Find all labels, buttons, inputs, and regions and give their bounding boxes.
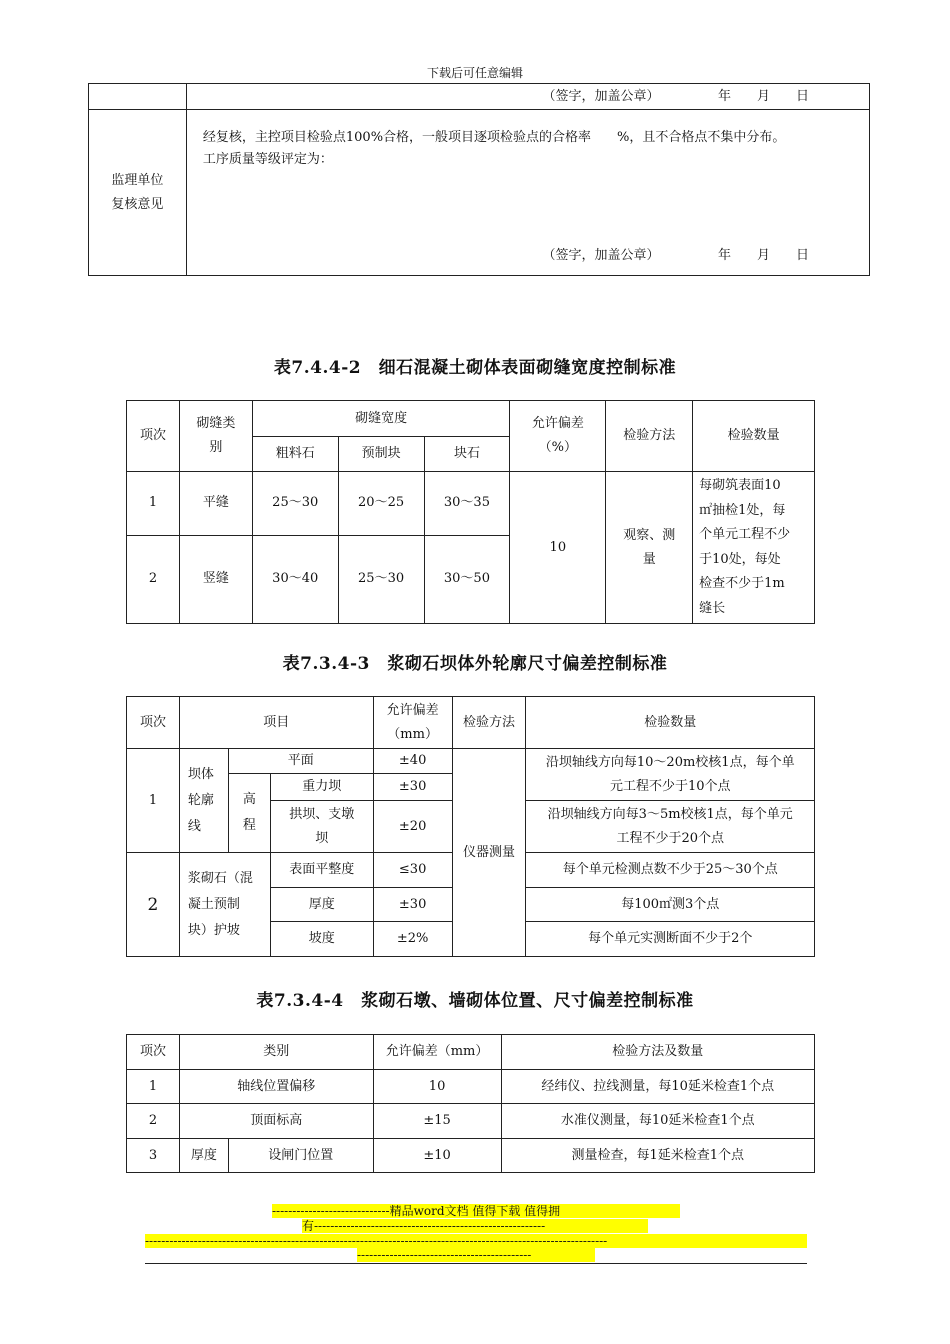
group1-label-line3: 线	[187, 818, 201, 834]
header-quantity: 检验数量	[693, 401, 815, 472]
flatness-deviation: ≤30	[373, 853, 452, 888]
row3-method: 测量检查，每1延米检查1个点	[501, 1139, 815, 1173]
row2-precast: 25～30	[338, 535, 424, 623]
review-opinion-cell	[186, 110, 869, 276]
arch-dam-label	[270, 801, 373, 853]
row1-precast: 20～25	[338, 472, 424, 536]
table3-title: 表7.3.4-4 浆砌石墩、墙砌体位置、尺寸偏差控制标准	[256, 991, 694, 1011]
group2-label-line3: 块）护坡	[187, 922, 240, 938]
row1-no: 1	[127, 1070, 180, 1104]
header-quantity: 检验数量	[526, 697, 815, 749]
supervision-label	[89, 110, 187, 276]
footer-line-3: ------------------------------------------------------------------------------------------------------------------	[145, 1234, 807, 1248]
review-text-line1: 经复核，主控项目检验点100%合格，一般项目逐项检验点的合格率 %，且不合格点不集中分布。	[202, 130, 786, 145]
supervision-label-line1: 监理单位	[111, 172, 164, 188]
header-joint-width: 砌缝宽度	[252, 401, 510, 437]
group1-quantity-a-line1: 沿坝轴线方向每10～20m校核1点，每个单	[545, 754, 795, 770]
flatness-quantity: 每个单元检测点数不少于25～30个点	[526, 853, 815, 888]
row2-type: 顶面标高	[179, 1104, 373, 1139]
signature-line-top: （签字，加盖公章） 年 月 日	[186, 84, 869, 110]
gravity-dam-deviation: ±30	[373, 774, 452, 801]
row2-block: 30～50	[424, 535, 510, 623]
footer-rule	[145, 1263, 807, 1264]
header-item: 项次	[127, 401, 180, 472]
footer-line-2: 有---------------------------------------------------------	[302, 1219, 648, 1233]
group2-no: 2	[127, 853, 180, 957]
header-method: 检验方法	[452, 697, 526, 749]
row3-type-b: 设闸门位置	[228, 1139, 373, 1173]
group1-quantity-b-line1: 沿坝轴线方向每3～5m校核1点，每个单元	[547, 806, 793, 822]
row1-rough: 25～30	[252, 472, 338, 536]
pier-wall-table	[126, 1034, 815, 1173]
slope-quantity: 每个单元实测断面不少于2个	[526, 922, 815, 957]
row1-method: 经纬仪、拉线测量，每10延米检查1个点	[501, 1070, 815, 1104]
header-rough-stone: 粗料石	[252, 437, 338, 472]
header-deviation-line2: （mm）	[387, 726, 438, 742]
plane-label: 平面	[228, 749, 373, 774]
footer-line-1: -----------------------------精品word文档 值得下载 值得拥	[272, 1204, 680, 1218]
arch-dam-label-line2: 坝	[315, 830, 329, 846]
quantity-line2: ㎡抽检1处，每	[699, 502, 786, 518]
group2-label-line2: 凝土预制	[187, 896, 240, 912]
row1-block: 30～35	[424, 472, 510, 536]
empty-cell	[89, 84, 187, 110]
footer-line-4: -------------------------------------------	[357, 1248, 595, 1262]
arch-dam-deviation: ±20	[373, 801, 452, 853]
supervision-label-line2: 复核意见	[111, 196, 164, 212]
row3-no: 3	[127, 1139, 180, 1173]
row2-deviation: ±15	[373, 1104, 501, 1139]
row2-method: 水准仪测量，每10延米检查1个点	[501, 1104, 815, 1139]
joint-width-table	[126, 400, 815, 624]
row2-no: 2	[127, 1104, 180, 1139]
method-line2: 量	[642, 551, 656, 567]
header-item: 项次	[127, 1035, 180, 1070]
group1-quantity-b	[526, 801, 815, 853]
row1-deviation: 10	[373, 1070, 501, 1104]
row1-no: 1	[127, 472, 180, 536]
header-type: 类别	[179, 1035, 373, 1070]
group1-quantity-a	[526, 749, 815, 801]
plane-deviation: ±40	[373, 749, 452, 774]
thickness-deviation: ±30	[373, 888, 452, 922]
gravity-dam-label: 重力坝	[270, 774, 373, 801]
header-deviation-line1: 允许偏差	[386, 702, 439, 718]
quantity-value	[693, 472, 815, 624]
row3-deviation: ±10	[373, 1139, 501, 1173]
header-joint-type-line1: 砌缝类	[196, 416, 236, 431]
header-joint-type	[179, 401, 252, 472]
table1-title: 表7.4.4-2 细石混凝土砌体表面砌缝宽度控制标准	[273, 358, 677, 378]
signature-line-bottom: （签字，加盖公章） 年 月 日	[542, 248, 809, 263]
row1-type: 轴线位置偏移	[179, 1070, 373, 1104]
group1-label	[179, 749, 228, 853]
thickness-quantity: 每100㎡测3个点	[526, 888, 815, 922]
elevation-label	[228, 774, 270, 853]
header-precast-block: 预制块	[338, 437, 424, 472]
row2-rough: 30～40	[252, 535, 338, 623]
quantity-line4: 于10处，每处	[699, 551, 781, 567]
header-note: 下载后可任意编辑	[426, 66, 523, 80]
group1-quantity-b-line2: 工程不少于20个点	[616, 830, 725, 846]
thickness-label: 厚度	[270, 888, 373, 922]
review-text-line2: 工序质量等级评定为：	[202, 152, 333, 167]
row2-no: 2	[127, 535, 180, 623]
instrument-measurement: 仪器测量	[452, 749, 526, 957]
elevation-label-line1: 高	[242, 792, 256, 807]
row1-type: 平缝	[179, 472, 252, 536]
dam-outline-table	[126, 696, 815, 957]
header-method: 检验方法及数量	[501, 1035, 815, 1070]
header-block-stone: 块石	[424, 437, 510, 472]
group2-label	[179, 853, 270, 957]
method-line1: 观察、测	[623, 527, 676, 543]
table2-title: 表7.3.4-3 浆砌石坝体外轮廓尺寸偏差控制标准	[282, 654, 668, 674]
header-deviation	[510, 401, 606, 472]
quantity-line6: 缝长	[699, 600, 726, 616]
supervision-review-table	[88, 83, 870, 276]
row2-type: 竖缝	[179, 535, 252, 623]
quantity-line3: 个单元工程不少	[699, 527, 791, 542]
header-method: 检验方法	[606, 401, 693, 472]
header-item: 项次	[127, 697, 180, 749]
method-value	[606, 472, 693, 624]
group2-label-line1: 浆砌石（混	[187, 870, 253, 886]
slope-label: 坡度	[270, 922, 373, 957]
quantity-line1: 每砌筑表面10	[699, 478, 781, 493]
group1-quantity-a-line2: 元工程不少于10个点	[609, 778, 731, 794]
header-deviation-line1: 允许偏差	[531, 416, 584, 431]
header-project: 项目	[179, 697, 373, 749]
group1-no: 1	[127, 749, 180, 853]
header-joint-type-line2: 别	[209, 440, 223, 455]
header-deviation-line2: （%）	[538, 440, 577, 455]
elevation-label-line2: 程	[242, 818, 256, 833]
quantity-line5: 检查不少于1m	[699, 576, 785, 591]
deviation-value: 10	[510, 472, 606, 624]
arch-dam-label-line1: 拱坝、支墩	[289, 806, 355, 822]
header-deviation	[373, 697, 452, 749]
slope-deviation: ±2%	[373, 922, 452, 957]
flatness-label: 表面平整度	[270, 853, 373, 888]
group1-label-line1: 坝体	[187, 766, 214, 782]
group1-label-line2: 轮廓	[187, 792, 214, 808]
row3-type-a: 厚度	[179, 1139, 228, 1173]
header-deviation: 允许偏差（mm）	[373, 1035, 501, 1070]
